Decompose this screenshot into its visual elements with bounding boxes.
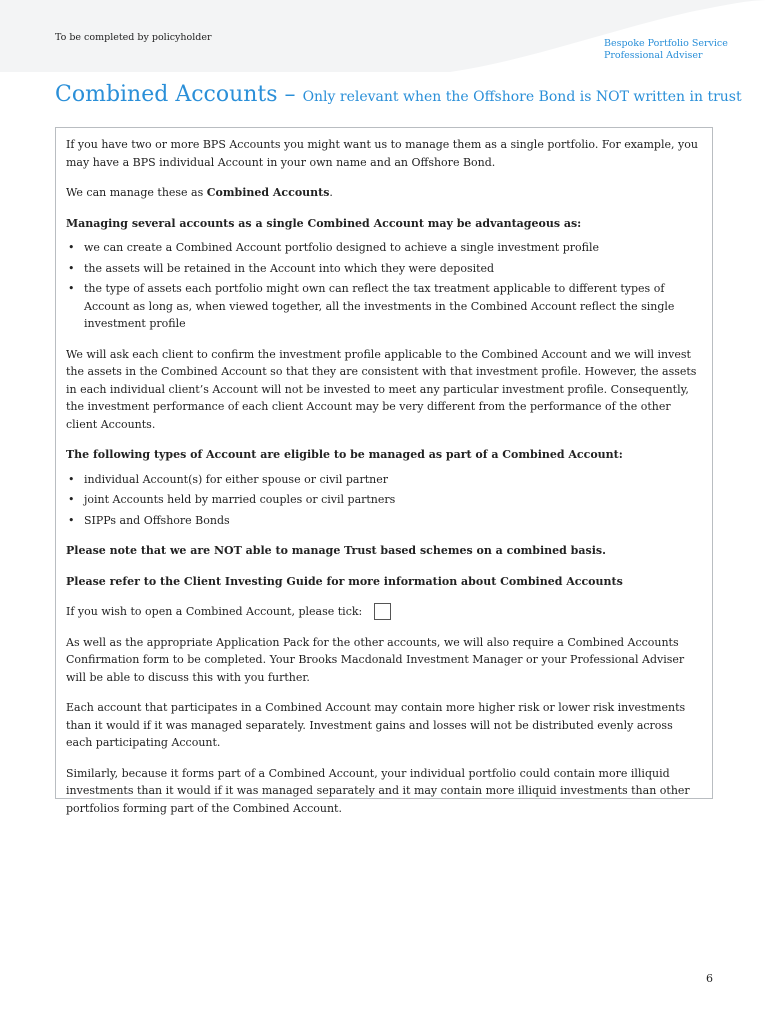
eligible-heading: The following types of Account are eligible to be managed as part of a Combined Account: [66, 448, 623, 461]
list-item: • the assets will be retained in the Account into which they were deposited [66, 260, 702, 278]
risk-paragraph: Each account that participates in a Combined Account may contain more higher risk or lower risk investments than it would if it was managed separately. Investment gains and losses will not be distributed evenly across each participating Account. [66, 701, 686, 749]
list-item: • the type of assets each portfolio might own can reflect the tax treatment applicable to different types of Account as long as, when viewed together, all the investments in the Combined Account reflect the single investment profile [66, 280, 702, 333]
guide-note: Please refer to the Client Investing Guide for more information about Combined Accounts [66, 574, 623, 588]
page-number: 6 [706, 972, 713, 985]
intro-paragraph: If you have two or more BPS Accounts you might want us to manage them as a single portfolio. For example, you may have a BPS individual Account in your own name and an Offshore Bond. [66, 138, 698, 169]
list-item: • joint Accounts held by married couples or civil partners [66, 491, 702, 509]
confirmation-paragraph: As well as the appropriate Application Pack for the other accounts, we will also require a Combined Accounts Confirmation form to be completed. Your Brooks Macdonald Investment Manager or your Professional Adviser will be able to discuss this with you further. [66, 635, 685, 684]
trust-note: Please note that we are NOT able to manage Trust based schemes on a combined basis. [66, 544, 606, 557]
list-item: • we can create a Combined Account portfolio designed to achieve a single investment profile [66, 239, 702, 257]
title-main: Combined Accounts – [55, 82, 303, 107]
manage-prefix: We can manage these as [66, 186, 207, 199]
tick-label: If you wish to open a Combined Account, please tick: [66, 605, 363, 618]
advantages-list [66, 239, 702, 333]
tick-row [66, 603, 702, 621]
service-name: Bespoke Portfolio Service [604, 38, 728, 49]
list-item: • individual Account(s) for either spouse or civil partner [66, 471, 702, 489]
completion-note: To be completed by policyholder [55, 32, 212, 43]
eligible-list [66, 471, 702, 530]
page-title [55, 82, 742, 107]
manage-bold: Combined Accounts [206, 186, 330, 199]
manage-suffix: . [329, 186, 333, 199]
advantages-heading: Managing several accounts as a single Combined Account may be advantageous as: [66, 216, 582, 230]
list-item: • SIPPs and Offshore Bonds [66, 512, 702, 530]
combined-accounts-section [55, 127, 713, 815]
profile-paragraph: We will ask each client to confirm the investment profile applicable to the Combined Account and we will invest the assets in the Combined Account so that they are consistent with that investment profile. However, the assets in each individual client’s Account will not be invested to meet any particular investment profile. Consequently, the investment performance of each client Account may be very different from the performance of the other client Accounts. [66, 347, 697, 431]
service-label [604, 38, 728, 62]
manage-paragraph [66, 184, 702, 202]
title-sub: Only relevant when the Offshore Bond is NOT written in trust [302, 89, 742, 105]
illiquid-paragraph: Similarly, because it forms part of a Combined Account, your individual portfolio could contain more illiquid investments than it would if it was managed separately and it may contain more illiquid investments than other portfolios forming part of the Combined Account. [66, 766, 690, 815]
combined-account-checkbox[interactable] [374, 603, 391, 620]
service-role: Professional Adviser [604, 50, 703, 61]
